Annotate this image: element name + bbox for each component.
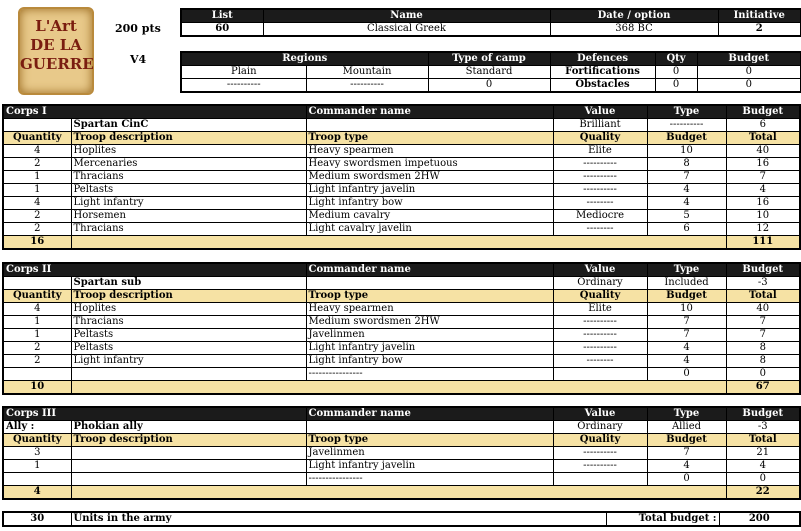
corps-table [2,104,801,250]
unit-description[interactable]: Peltasts [71,329,306,342]
unit-quality[interactable]: -------- [553,223,647,236]
unit-troop-type[interactable]: Light infantry bow [306,197,553,210]
initiative-value[interactable]: 2 [718,23,801,37]
unit-budget-header: Budget [647,132,726,145]
regions-header: Regions [181,52,428,66]
unit-row [3,210,800,223]
unit-total: 7 [726,171,800,184]
unit-troop-type[interactable]: ---------------- [306,368,553,381]
date-header: Date / option [550,9,718,23]
fortifications-qty[interactable]: 0 [655,66,697,79]
unit-troop-type[interactable]: Heavy spearmen [306,145,553,158]
unit-total: 16 [726,197,800,210]
unit-description[interactable]: Thracians [71,171,306,184]
ally-prefix [3,119,71,132]
unit-quality[interactable]: ---------- [553,447,647,460]
unit-troop-type[interactable]: Light infantry bow [306,355,553,368]
unit-budget: 4 [647,197,726,210]
commander-header: Commander name [306,105,553,119]
units-label: Units in the army [71,512,606,526]
commander-name[interactable]: Spartan sub [71,277,306,290]
unit-budget: 5 [647,210,726,223]
total-units: 30 [3,512,71,526]
corps-title: Corps I [3,105,306,119]
troop-type-header: Troop type [306,132,553,145]
unit-quality[interactable]: ---------- [553,171,647,184]
unit-troop-type[interactable]: Medium swordsmen 2HW [306,171,553,184]
unit-total: 4 [726,460,800,473]
commander-spacer [306,119,553,132]
commander-type[interactable]: ---------- [647,119,726,132]
unit-quality[interactable]: ---------- [553,316,647,329]
corps-title: Corps III [3,407,306,421]
commander-budget: -3 [726,421,800,434]
unit-quantity[interactable] [3,368,71,381]
corps-total-budget: 67 [726,381,800,395]
name-header: Name [263,9,550,23]
qty-header: Qty [655,52,697,66]
budget-header: Budget [726,263,800,277]
unit-description[interactable]: Mercenaries [71,158,306,171]
unit-row [3,197,800,210]
type-header: Type [647,263,726,277]
unit-budget: 7 [647,447,726,460]
defence-fortifications: Fortifications [550,66,655,79]
commander-type[interactable]: Included [647,277,726,290]
troop-description-header: Troop description [71,132,306,145]
unit-row [3,171,800,184]
unit-quality[interactable]: ---------- [553,342,647,355]
corps-total-quantity: 10 [3,381,71,395]
logo-line-2: DE LA [30,36,82,54]
unit-quantity[interactable]: 1 [3,171,71,184]
list-header: List [181,9,263,23]
unit-quantity[interactable]: 2 [3,342,71,355]
defences-header: Defences [550,52,655,66]
commander-value[interactable]: Ordinary [553,421,647,434]
unit-total: 0 [726,473,800,486]
corps-table [2,262,801,395]
unit-troop-type[interactable]: Heavy spearmen [306,303,553,316]
unit-total: 4 [726,184,800,197]
logo-line-3: GUERRE [20,55,94,73]
ally-prefix [3,277,71,290]
unit-row [3,329,800,342]
unit-row [3,303,800,316]
unit-quality[interactable] [553,473,647,486]
unit-quality[interactable]: -------- [553,355,647,368]
unit-quality[interactable]: ---------- [553,158,647,171]
unit-total: 0 [726,368,800,381]
unit-quantity[interactable]: 1 [3,316,71,329]
game-logo [18,7,94,95]
unit-budget: 0 [647,368,726,381]
unit-description[interactable]: Peltasts [71,184,306,197]
fortifications-budget: 0 [697,66,801,79]
corps-title: Corps II [3,263,306,277]
unit-total: 12 [726,223,800,236]
unit-row [3,447,800,460]
unit-quantity[interactable]: 3 [3,447,71,460]
unit-budget: 4 [647,342,726,355]
commander-header: Commander name [306,407,553,421]
commander-value[interactable]: Ordinary [553,277,647,290]
unit-quality[interactable]: Elite [553,145,647,158]
unit-troop-type[interactable]: Medium cavalry [306,210,553,223]
unit-quality[interactable]: ---------- [553,460,647,473]
unit-budget-header: Budget [647,290,726,303]
troop-type-header: Troop type [306,434,553,447]
unit-quantity[interactable]: 1 [3,184,71,197]
unit-budget: 6 [647,223,726,236]
value-header: Value [553,105,647,119]
commander-budget: -3 [726,277,800,290]
commander-header: Commander name [306,263,553,277]
unit-troop-type[interactable]: Javelinmen [306,329,553,342]
unit-total: 21 [726,447,800,460]
unit-quantity[interactable]: 4 [3,303,71,316]
unit-total: 40 [726,303,800,316]
army-footer [2,511,801,527]
region-3[interactable]: ---------- [181,79,306,93]
unit-row [3,460,800,473]
unit-budget: 4 [647,460,726,473]
obstacles-budget: 0 [697,79,801,93]
budget-header: Budget [726,105,800,119]
unit-troop-type[interactable]: ---------------- [306,473,553,486]
unit-row [3,145,800,158]
army-date[interactable]: 368 BC [550,23,718,37]
corps-total-budget: 22 [726,486,800,500]
unit-quantity[interactable]: 1 [3,329,71,342]
unit-row [3,158,800,171]
terrain-table [180,51,801,93]
region-1[interactable]: Plain [181,66,306,79]
unit-row [3,342,800,355]
unit-quantity[interactable]: 1 [3,460,71,473]
army-name[interactable]: Classical Greek [263,23,550,37]
unit-total: 7 [726,329,800,342]
initiative-header: Initiative [718,9,801,23]
troop-type-header: Troop type [306,290,553,303]
quality-header: Quality [553,434,647,447]
quality-header: Quality [553,290,647,303]
unit-troop-type[interactable]: Medium swordsmen 2HW [306,316,553,329]
total-header: Total [726,290,800,303]
troop-description-header: Troop description [71,434,306,447]
unit-budget: 10 [647,145,726,158]
unit-total: 7 [726,316,800,329]
commander-budget: 6 [726,119,800,132]
unit-budget: 10 [647,303,726,316]
rules-version: V4 [130,53,147,66]
corps-table [2,406,801,500]
army-points: 200 pts [115,22,161,35]
ally-prefix: Ally : [3,421,71,434]
corps-total-quantity: 4 [3,486,71,500]
unit-budget: 7 [647,316,726,329]
terrain-budget-header: Budget [697,52,801,66]
unit-description[interactable]: Horsemen [71,210,306,223]
unit-budget: 0 [647,473,726,486]
total-header: Total [726,132,800,145]
unit-quality[interactable] [553,368,647,381]
camp-budget: 0 [428,79,550,93]
unit-budget: 7 [647,329,726,342]
unit-description[interactable] [71,460,306,473]
unit-quality[interactable]: Mediocre [553,210,647,223]
budget-header: Budget [726,407,800,421]
unit-total: 40 [726,145,800,158]
total-header: Total [726,434,800,447]
commander-name[interactable]: Phokian ally [71,421,306,434]
unit-troop-type[interactable]: Light infantry javelin [306,342,553,355]
unit-description[interactable]: Light infantry [71,197,306,210]
unit-budget: 8 [647,158,726,171]
unit-row [3,184,800,197]
unit-quality[interactable]: ---------- [553,329,647,342]
total-budget-label: Total budget : [606,512,719,526]
unit-row [3,473,800,486]
unit-quantity[interactable]: 2 [3,223,71,236]
commander-spacer [306,277,553,290]
unit-total: 8 [726,355,800,368]
unit-quantity[interactable]: 4 [3,197,71,210]
quantity-header: Quantity [3,290,71,303]
unit-description[interactable]: Light infantry [71,355,306,368]
unit-total: 8 [726,342,800,355]
commander-value[interactable]: Brilliant [553,119,647,132]
unit-troop-type[interactable]: Heavy swordsmen impetuous [306,158,553,171]
defence-obstacles: Obstacles [550,79,655,93]
unit-description[interactable]: Thracians [71,223,306,236]
unit-description[interactable]: Hoplites [71,303,306,316]
unit-total: 16 [726,158,800,171]
unit-description[interactable] [71,473,306,486]
corps-total-spacer [71,381,726,395]
unit-quantity[interactable]: 2 [3,158,71,171]
list-number[interactable]: 60 [181,23,263,37]
commander-spacer [306,421,553,434]
unit-row [3,316,800,329]
commander-name[interactable]: Spartan CinC [71,119,306,132]
corps-total-spacer [71,236,726,250]
corps-total-budget: 111 [726,236,800,250]
camp-type[interactable]: Standard [428,66,550,79]
unit-troop-type[interactable]: Light infantry javelin [306,460,553,473]
unit-budget-header: Budget [647,434,726,447]
unit-troop-type[interactable]: Light cavalry javelin [306,223,553,236]
corps-total-quantity: 16 [3,236,71,250]
unit-quality[interactable]: -------- [553,197,647,210]
unit-quantity[interactable]: 2 [3,355,71,368]
camp-header: Type of camp [428,52,550,66]
unit-description[interactable]: Thracians [71,316,306,329]
quality-header: Quality [553,132,647,145]
unit-quality[interactable]: ---------- [553,184,647,197]
unit-quality[interactable]: Elite [553,303,647,316]
unit-quantity[interactable] [3,473,71,486]
unit-description[interactable]: Hoplites [71,145,306,158]
unit-troop-type[interactable]: Javelinmen [306,447,553,460]
value-header: Value [553,407,647,421]
region-2[interactable]: Mountain [306,66,428,79]
quantity-header: Quantity [3,434,71,447]
corps-total-spacer [71,486,726,500]
unit-budget: 4 [647,184,726,197]
unit-quantity[interactable]: 2 [3,210,71,223]
type-header: Type [647,105,726,119]
unit-total: 10 [726,210,800,223]
troop-description-header: Troop description [71,290,306,303]
unit-quantity[interactable]: 4 [3,145,71,158]
list-header-table [180,8,801,37]
unit-row [3,223,800,236]
unit-description[interactable] [71,368,306,381]
unit-row [3,368,800,381]
total-budget: 200 [719,512,800,526]
unit-budget: 4 [647,355,726,368]
quantity-header: Quantity [3,132,71,145]
obstacles-qty[interactable]: 0 [655,79,697,93]
commander-type[interactable]: Allied [647,421,726,434]
unit-troop-type[interactable]: Light infantry javelin [306,184,553,197]
logo-line-1: L'Art [35,17,77,35]
unit-description[interactable]: Peltasts [71,342,306,355]
type-header: Type [647,407,726,421]
unit-budget: 7 [647,171,726,184]
unit-row [3,355,800,368]
unit-description[interactable] [71,447,306,460]
value-header: Value [553,263,647,277]
region-4[interactable]: ---------- [306,79,428,93]
